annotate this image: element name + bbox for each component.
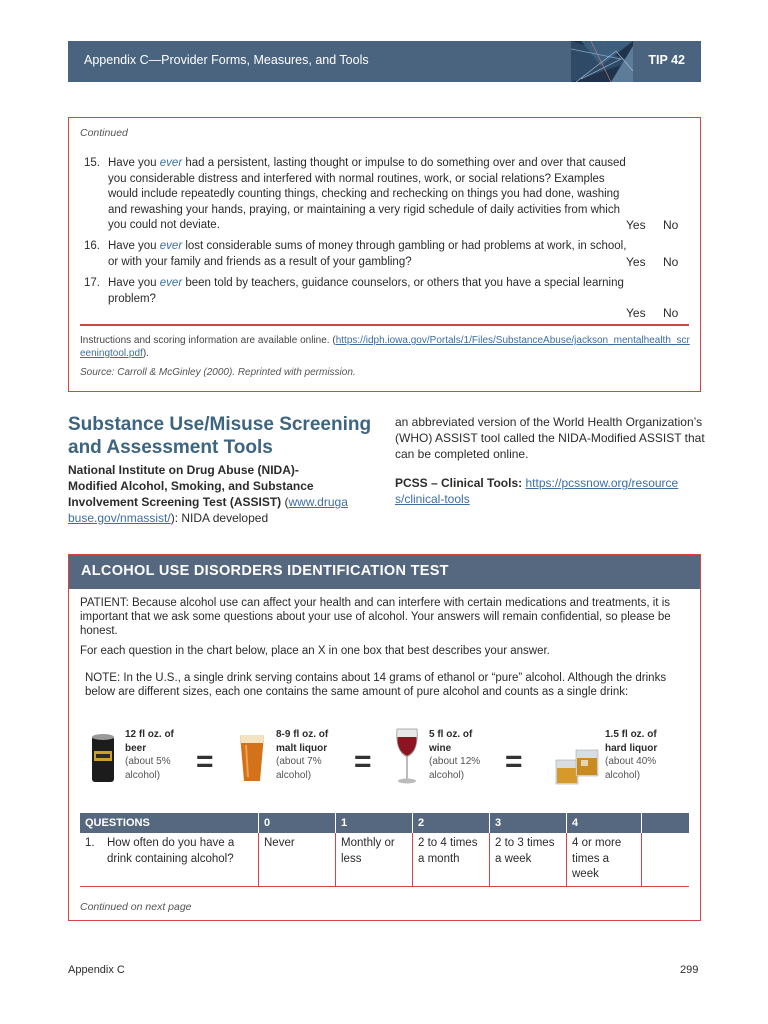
- question-number: 15.: [84, 157, 100, 169]
- divider: [80, 324, 689, 326]
- instruction-paragraph: For each question in the chart below, place an X in one box that best describes your answer.: [80, 645, 550, 657]
- answer-yes[interactable]: Yes: [626, 218, 646, 232]
- audit-table: [80, 813, 689, 887]
- emphasis-ever: ever: [159, 240, 183, 252]
- question-number: 17.: [84, 277, 100, 289]
- answer-no[interactable]: No: [663, 218, 679, 232]
- question-cell: [80, 833, 259, 886]
- instructions-note: Instructions and scoring information are available online. (https://idph.iowa.gov/Portals/1/Files/SubstanceAbuse/jackson_mentalhealth_screeningtool.pdf).: [80, 335, 690, 359]
- header-score-2: 2: [413, 813, 490, 833]
- header-score-0: 0: [259, 813, 336, 833]
- beer-can-icon: [90, 733, 116, 783]
- answer-yes[interactable]: Yes: [626, 255, 646, 269]
- pcss-title: PCSS – Clinical Tools:: [395, 476, 523, 490]
- section-title: Substance Use/Misuse Screening and Assessment Tools: [68, 414, 372, 458]
- question-text-pre: Have you: [108, 240, 160, 252]
- header-score-3: 3: [490, 813, 567, 833]
- equals-sign: =: [505, 745, 523, 778]
- equals-sign: =: [354, 745, 372, 778]
- pcss-paragraph: [395, 475, 685, 507]
- drink-hard-liquor: 1.5 fl oz. of hard liquor (about 40% alcohol): [605, 729, 658, 781]
- page-header: [68, 41, 701, 82]
- question-number: 1.: [85, 837, 95, 849]
- question-17: [84, 276, 684, 308]
- answer-cell-3[interactable]: 2 to 3 times a week: [490, 833, 567, 886]
- header-decorative-art: [571, 41, 633, 82]
- header-title: Appendix C—Provider Forms, Measures, and Tools: [84, 53, 369, 67]
- nida-link[interactable]: www.drugabuse.gov/nmassist/: [68, 495, 348, 525]
- pcss-link[interactable]: https://pcssnow.org/resources/clinical-tools: [395, 476, 679, 506]
- screening-continued-box: [68, 117, 701, 392]
- score-cell[interactable]: [642, 833, 690, 886]
- nida-continued-text: an abbreviated version of the World Health Organization’s (WHO) ASSIST tool called the NIDA-Modified ASSIST that can be completed online.: [395, 415, 705, 461]
- question-text: lost considerable sums of money through gambling or had problems at work, in school, or with your family and friends as a result of your gambling?: [108, 240, 627, 268]
- header-score-1: 1: [336, 813, 413, 833]
- question-text: been told by teachers, guidance counselors, or others that you have a special learning problem?: [108, 277, 624, 305]
- audit-heading: ALCOHOL USE DISORDERS IDENTIFICATION TEST: [81, 563, 449, 579]
- question-text-pre: Have you: [108, 157, 160, 169]
- answer-cell-2[interactable]: 2 to 4 times a month: [413, 833, 490, 886]
- instructions-link[interactable]: https://idph.iowa.gov/Portals/1/Files/SubstanceAbuse/jackson_mentalhealth_screeningtool.pdf: [80, 335, 690, 359]
- source-citation: Source: Carroll & McGinley (2000). Reprinted with permission.: [80, 367, 356, 378]
- header-score-4: 4: [567, 813, 642, 833]
- answer-yes[interactable]: Yes: [626, 306, 646, 320]
- audit-heading-band: [69, 555, 700, 589]
- question-16: [84, 239, 684, 271]
- nida-paragraph: National Institute on Drug Abuse (NIDA)-Modified Alcohol, Smoking, and Substance Involvement Screening Test (ASSIST) (www.drugabuse.gov/nmassist/): NIDA developed: [68, 463, 348, 525]
- answer-cell-0[interactable]: Never: [259, 833, 336, 886]
- page-number: 299: [680, 964, 699, 976]
- emphasis-ever: ever: [159, 277, 183, 289]
- question-number: 16.: [84, 240, 100, 252]
- liquor-glass-icon: [554, 748, 600, 786]
- table-row: [80, 833, 689, 886]
- answer-no[interactable]: No: [663, 306, 679, 320]
- footer-appendix-label: Appendix C: [68, 964, 125, 976]
- wine-glass-icon: [394, 727, 420, 785]
- question-15: [84, 156, 684, 236]
- note-paragraph: NOTE: In the U.S., a single drink serving contains about 14 grams of ethanol or “pure” alcohol. Although the drinks below are different sizes, each one contains the same amount of pure alcohol and counts as a single drink:: [85, 672, 667, 698]
- continued-label: Continued: [80, 127, 128, 139]
- equals-sign: =: [196, 745, 214, 778]
- answer-no[interactable]: No: [663, 255, 679, 269]
- header-score-total: [642, 813, 690, 833]
- answer-cell-4[interactable]: 4 or more times a week: [567, 833, 642, 886]
- answer-cell-1[interactable]: Monthly or less: [336, 833, 413, 886]
- tip-label: TIP 42: [648, 53, 685, 67]
- question-text: had a persistent, lasting thought or impulse to do something over and over that caused you considerable distress and interfered with normal routines, work, or social relations? Examples would include repeatedly counting things, checking and rechecking on things you had done, washing and rewashing your hands, praying, or maintaining a very rigid schedule of daily activities from which you could not deviate.: [108, 157, 626, 231]
- malt-liquor-glass-icon: [237, 731, 267, 783]
- header-questions: QUESTIONS: [80, 813, 259, 833]
- drink-beer: 12 fl oz. of beer (about 5% alcohol): [125, 729, 174, 781]
- question-text-pre: Have you: [108, 277, 160, 289]
- drink-wine: 5 fl oz. of wine (about 12% alcohol): [429, 729, 481, 781]
- emphasis-ever: ever: [159, 157, 183, 169]
- question-text: How often do you have a drink containing alcohol?: [107, 837, 235, 865]
- nida-title: National Institute on Drug Abuse (NIDA)-Modified Alcohol, Smoking, and Substance Involvement Screening Test (ASSIST): [68, 463, 314, 509]
- drink-malt-liquor: 8-9 fl oz. of malt liquor (about 7% alcohol): [276, 729, 329, 781]
- continued-next-label: Continued on next page: [80, 901, 192, 913]
- table-header-row: [80, 813, 689, 833]
- patient-paragraph: PATIENT: Because alcohol use can affect your health and can interfere with certain medications and treatments, it is important that we ask some questions about your use of alcohol. Your answers will remain confidential, so please be honest.: [80, 597, 671, 637]
